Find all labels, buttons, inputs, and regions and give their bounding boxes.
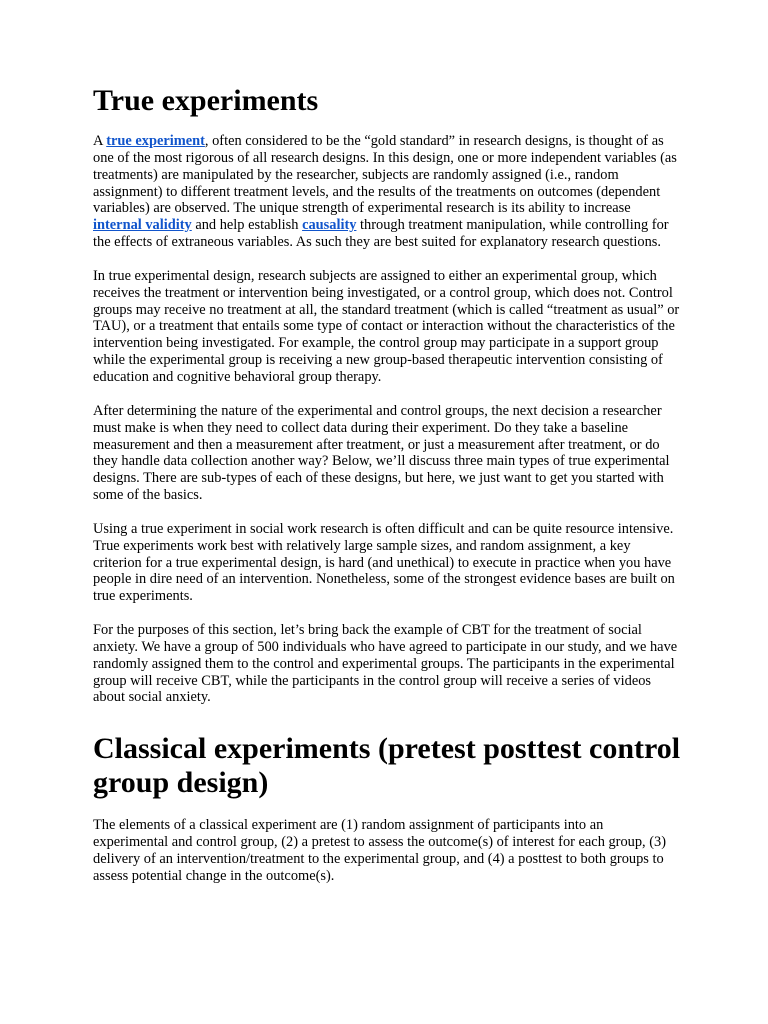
paragraph-true-experiment-intro xyxy=(93,133,681,251)
heading-true-experiments: True experiments xyxy=(93,84,319,117)
document-page xyxy=(93,84,681,902)
paragraph-classical-elements: The elements of a classical experiment are (1) random assignment of participants into an experimental and control group, (2) a pretest to assess the outcome(s) of interest for each group, (3) delivery of an intervention/treatment to the experimental group, and (4) a posttest to both groups to assess potential change in the outcome(s). xyxy=(93,817,667,884)
heading-classical-experiments: Classical experiments (pretest posttest control group design) xyxy=(93,732,681,800)
p1-pre: A xyxy=(93,133,107,149)
paragraph-social-work-research: Using a true experiment in social work research is often difficult and can be quite resource intensive. True experiments work best with relatively large sample sizes, and random assignment, a key criterion for a true experimental design, is hard (and unethical) to execute in practice when you have people in dire need of an intervention. Nonetheless, some of the strongest evidence bases are built on true experiments. xyxy=(93,520,675,605)
p1-mid2: and help establish xyxy=(191,217,303,234)
link-true-experiment[interactable]: true experiment xyxy=(106,133,205,149)
link-causality[interactable]: causality xyxy=(302,217,357,234)
paragraph-cbt-example: For the purposes of this section, let’s bring back the example of CBT for the treatment of social anxiety. We have a group of 500 individuals who have agreed to participate in our study, and we have randomly assigned them to the control and experimental groups. The participants in the experimental group will receive CBT, while the participants in the control group will receive a series of videos about social anxiety. xyxy=(93,622,678,706)
paragraph-data-collection: After determining the nature of the experimental and control groups, the next decision a researcher must make is when they need to collect data during their experiment. Do they take a baseline measurement and then a measurement after treatment, or just a measurement after treatment, or do they handle data collection another way? Below, we’ll discuss three main types of true experimental designs. There are sub-types of each of these designs, but here, we just want to get you started with some of the basics. xyxy=(93,402,670,504)
paragraph-experimental-design: In true experimental design, research subjects are assigned to either an experimental group, which receives the treatment or intervention being investigated, or a control group, which does not. Control groups may receive no treatment at all, the standard treatment (which is called “treatment as usual” or TAU), or a treatment that entails some type of contact or interaction without the characteristics of the intervention being investigated. For example, the control group may participate in a support group while the experimental group is receiving a new group-based therapeutic intervention consisting of education and cognitive behavioral group therapy. xyxy=(93,267,680,385)
p1-post: through treatment manipulation, while controlling for the effects of extraneous variables. As such they are best suited for explanatory research questions. xyxy=(93,217,669,251)
link-internal-validity[interactable]: internal validity xyxy=(93,217,192,234)
p1-mid1: , often considered to be the “gold standard” in research designs, is thought of as one of the most rigorous of all research designs. In this design, one or more independent variables (as treatments) are manipulated by the researcher, subjects are randomly assigned (i.e., random assignment) to different treatment levels, and the results of the treatments on outcomes (dependent variables) are observed. The unique strength of experimental research is its ability to increase xyxy=(93,133,677,217)
